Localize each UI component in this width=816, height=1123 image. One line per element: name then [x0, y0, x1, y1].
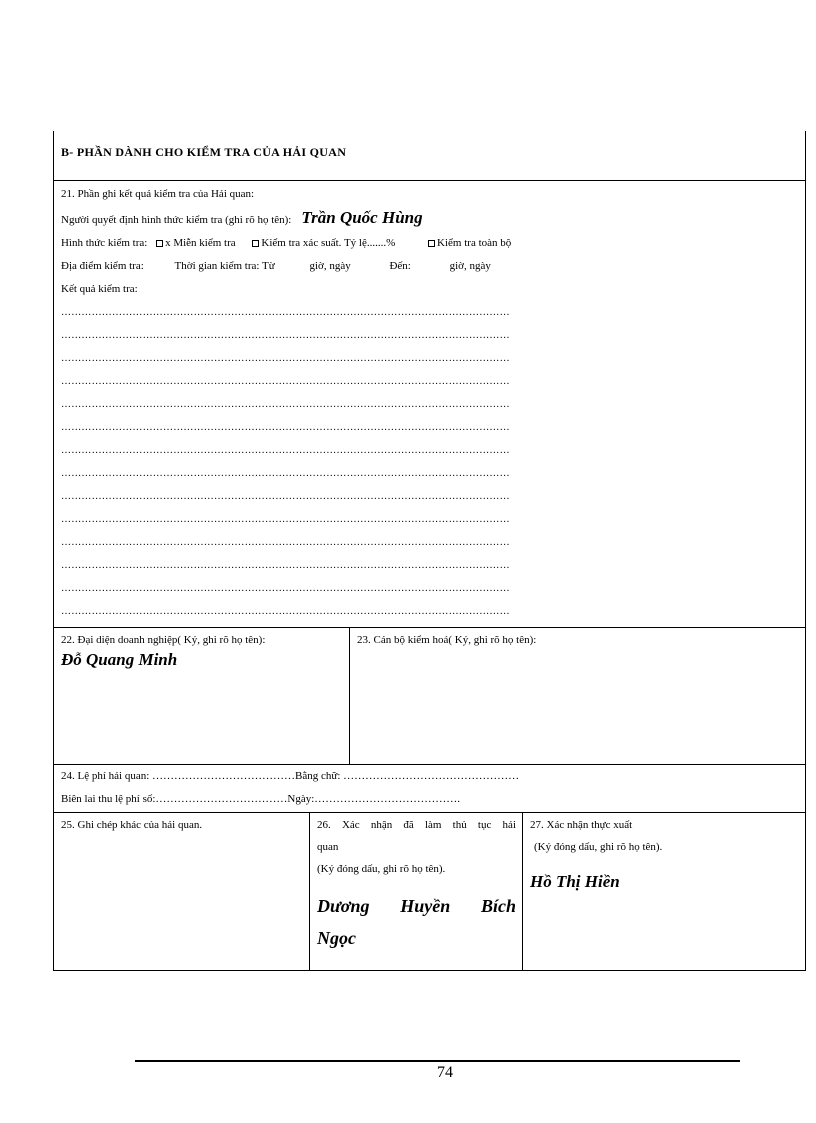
hour-day-from: giờ, ngày [309, 260, 351, 272]
place-time-row [61, 255, 805, 278]
box-22-label: 22. Đại diện doanh nghiệp( Ký, ghi rõ họ tên): [61, 634, 266, 646]
decider-signature: Trần Quốc Hùng [301, 208, 423, 227]
checkbox-sample[interactable] [252, 240, 259, 247]
decider-row [61, 206, 805, 232]
receipt-line: Biên lai thu lệ phí số:………………………………Ngày:…………………………………. [61, 793, 461, 805]
place-label: Địa điểm kiểm tra: [61, 260, 144, 272]
option-full-label: Kiểm tra toàn bộ [437, 237, 512, 249]
box-26-signature [317, 890, 516, 954]
dotted-line: …………………………………………………………………………………………………………………… [61, 606, 510, 617]
box-22-enterprise-representative [54, 628, 349, 764]
signature-row-25-27 [54, 813, 805, 970]
box-21-label: 21. Phần ghi kết quả kiểm tra của Hải quan: [61, 188, 255, 200]
dotted-line: …………………………………………………………………………………………………………………… [61, 422, 510, 433]
inspection-method-row [61, 232, 805, 255]
option-full[interactable] [428, 237, 511, 249]
page-number: 74 [437, 1064, 453, 1081]
box-27-note: (Ký đóng dấu, ghi rõ họ tên). [534, 841, 663, 853]
box-26-label-line1: 26. Xác nhận đã làm thủ tục hải [317, 819, 516, 831]
signature-row-22-23 [54, 628, 805, 765]
box-23-inspector [349, 628, 805, 764]
checkbox-exempt[interactable] [156, 240, 163, 247]
dotted-line: …………………………………………………………………………………………………………………… [61, 468, 510, 479]
method-label: Hình thức kiểm tra: [61, 237, 148, 249]
decider-label: Người quyết định hình thức kiểm tra (ghi rõ họ tên): [61, 214, 292, 226]
customs-inspection-form [53, 131, 806, 971]
dotted-line: …………………………………………………………………………………………………………………… [61, 491, 510, 502]
dotted-line: …………………………………………………………………………………………………………………… [61, 376, 510, 387]
box-26-procedure-confirmation [309, 813, 522, 970]
box-27-signature: Hồ Thị Hiền [530, 872, 620, 891]
box-25-label: 25. Ghi chép khác của hải quan. [61, 819, 203, 831]
box-21-inspection-results [54, 181, 805, 628]
checkbox-full[interactable] [428, 240, 435, 247]
dotted-line: …………………………………………………………………………………………………………………… [61, 445, 510, 456]
dotted-line: …………………………………………………………………………………………………………………… [61, 514, 510, 525]
dotted-line: …………………………………………………………………………………………………………………… [61, 560, 510, 571]
box-27-label: 27. Xác nhận thực xuất [530, 819, 633, 831]
footer-rule [135, 1060, 740, 1062]
section-b-header [54, 131, 805, 181]
fee-line: 24. Lệ phí hải quan: …………………………………Bằng chữ: ………………………………………… [61, 770, 520, 782]
result-dotted-lines [61, 301, 805, 623]
dotted-line: …………………………………………………………………………………………………………………… [61, 307, 510, 318]
hour-day-to: giờ, ngày [449, 260, 491, 272]
box-26-signature-line2: Ngọc [317, 928, 356, 948]
box-25-other-notes [54, 813, 309, 970]
option-sample-label: Kiểm tra xác suất. Tỷ lệ.......% [261, 237, 396, 249]
box-22-signature: Đỗ Quang Minh [61, 650, 178, 669]
box-23-label: 23. Cán bộ kiểm hoá( Ký, ghi rõ họ tên): [357, 634, 537, 646]
box-26-note: (Ký đóng dấu, ghi rõ họ tên). [317, 863, 446, 875]
option-sample[interactable] [252, 237, 395, 249]
box-24-customs-fee [54, 765, 805, 813]
dotted-line: …………………………………………………………………………………………………………………… [61, 330, 510, 341]
dotted-line: …………………………………………………………………………………………………………………… [61, 537, 510, 548]
result-label: Kết quả kiểm tra: [61, 283, 138, 295]
dotted-line: …………………………………………………………………………………………………………………… [61, 583, 510, 594]
to-label: Đến: [389, 260, 411, 272]
option-exempt-label: x Miễn kiểm tra [165, 237, 236, 249]
dotted-line: …………………………………………………………………………………………………………………… [61, 353, 510, 364]
time-label: Thời gian kiểm tra: Từ [174, 260, 275, 272]
box-26-label-line2: quan [317, 841, 339, 853]
box-26-signature-line1: Dương Huyền Bích [317, 896, 516, 916]
section-b-title: B- PHẦN DÀNH CHO KIỂM TRA CỦA HẢI QUAN [61, 145, 347, 159]
box-27-export-confirmation [522, 813, 805, 970]
dotted-line: …………………………………………………………………………………………………………………… [61, 399, 510, 410]
option-exempt[interactable] [156, 237, 236, 249]
